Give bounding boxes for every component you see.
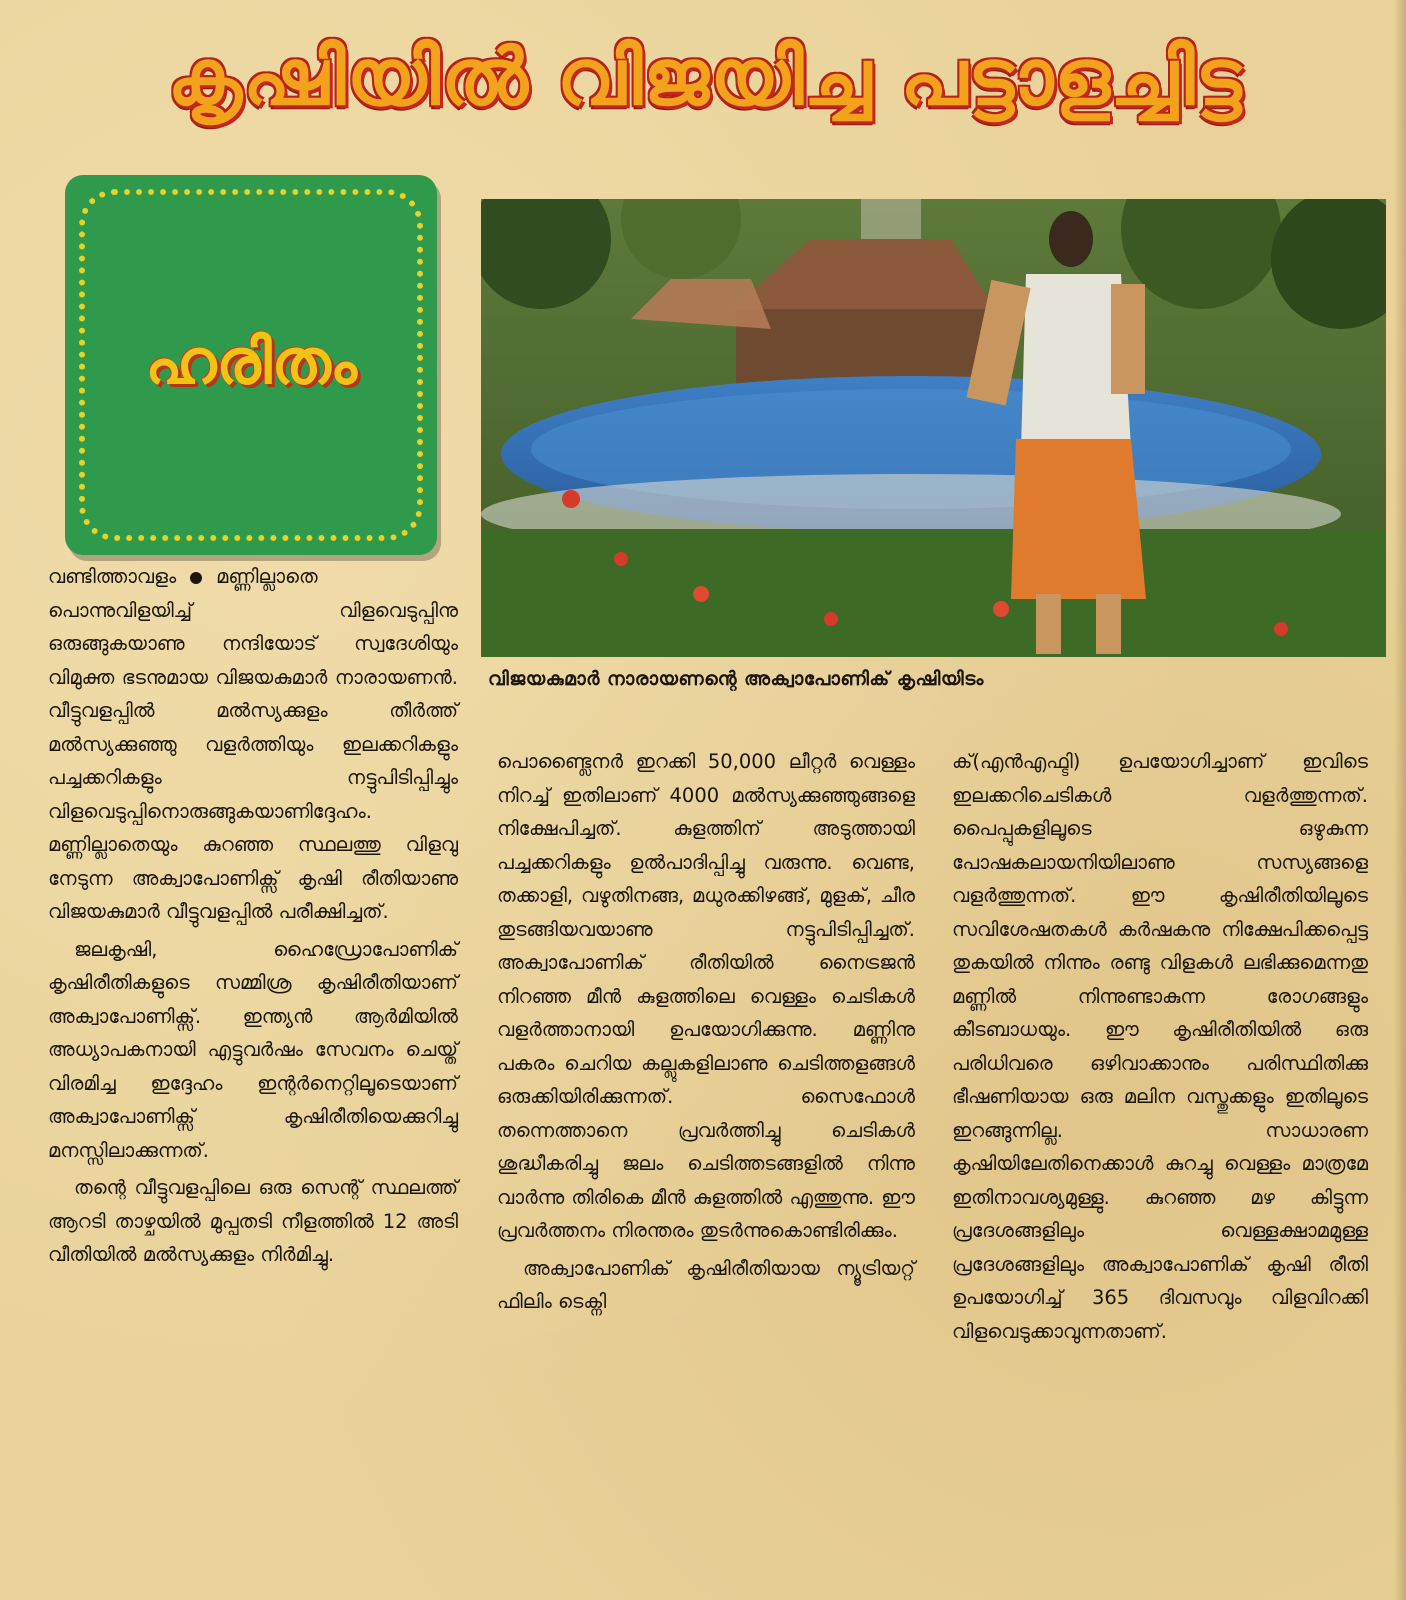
paragraph: അക്വാപോണിക് കൃഷിരീതിയായ ന്യൂട്രിയറ്റ് ഫിലിം ടെക്നി <box>497 1256 915 1313</box>
paragraph: ക്(എൻഎഫ്ടി) ഉപയോഗിച്ചാണ് ഇവിടെ ഇലക്കറിചെടികൾ വളർത്തുന്നത്. പൈപ്പുകളിലൂടെ ഒഴുകുന്ന പോഷകലായനിയിലാണു സസ്യങ്ങളെ വളർത്തുന്നത്. ഈ കൃഷിരീതിയിലൂടെ സവിശേഷതകൾ കർഷകനു നിക്ഷേപിക്കപ്പെട്ട തുകയിൽ നിന്നും രണ്ടു വിളകൾ ലഭിക്കുമെന്നതു മണ്ണിൽ നിന്നുണ്ടാകുന്ന രോഗങ്ങളും കീടബാധയും. ഈ കൃഷിരീതിയിൽ ഒരു പരിധിവരെ ഒഴിവാക്കാനും പരിസ്ഥിതിക്കു ഭീഷണിയായ ഒരു മലിന വസ്തുക്കളും ഇതിലൂടെ ഇറങ്ങുന്നില്ല. സാധാരണ കൃഷിയിലേതിനെക്കാൾ കുറച്ചു വെള്ളം മാത്രമേ ഇതിനാവശ്യമുള്ളു. കുറഞ്ഞ മഴ കിട്ടുന്ന പ്രദേശങ്ങളിലും വെള്ളക്ഷാമമുള്ള പ്രദേശങ്ങളിലും അക്വാപോണിക് കൃഷി രീതി ഉപയോഗിച്ച് 365 ദിവസവും വിളവിറക്കി വിളവെടുക്കാവുന്നതാണ്. <box>952 750 1368 1343</box>
farm-photo <box>481 199 1386 657</box>
headline: കൃഷിയിൽ വിജയിച്ച പട്ടാളച്ചിട്ട <box>167 33 1243 123</box>
farm-photo-illustration <box>481 199 1386 657</box>
section-logo-box <box>65 175 437 555</box>
photo-caption: വിജയകുമാർ നാരായണന്റെ അക്വാപോണിക് കൃഷിയിടം <box>488 668 984 690</box>
bullet-dot-icon <box>190 572 202 584</box>
paper-edge-shadow <box>1394 0 1406 1600</box>
article-column-2 <box>497 745 915 1323</box>
article-column-1 <box>48 560 458 1276</box>
paragraph: മണ്ണില്ലാതെ പൊന്നുവിളയിച്ച് വിളവെടുപ്പിനു ഒരുങ്ങുകയാണു നന്ദിയോട് സ്വദേശിയും വിമുക്ത ഭടനുമായ വിജയകുമാർ നാരായണൻ. വീട്ടുവളപ്പിൽ മൽസ്യക്കുളം തീർത്ത് മൽസ്യക്കുഞ്ഞു വളർത്തിയും ഇലക്കറികളും പച്ചക്കറികളും നട്ടുപിടിപ്പിച്ചും വിളവെടുപ്പിനൊരുങ്ങുകയാണിദ്ദേഹം. മണ്ണില്ലാതെയും കുറഞ്ഞ സ്ഥലത്തു വിളവു നേടുന്ന അക്വാപോണിക്സ് കൃഷി രീതിയാണു വിജയകുമാർ വീട്ടുവളപ്പിൽ പരീക്ഷിച്ചത്. <box>48 565 458 923</box>
paragraph: ജലകൃഷി, ഹൈഡ്രോപോണിക് കൃഷിരീതികളുടെ സമ്മിശ്ര കൃഷിരീതിയാണ് അക്വാപോണിക്സ്. ഇന്ത്യൻ ആർമിയിൽ അധ്യാപകനായി എട്ടുവർഷം സേവനം ചെയ്ത് വിരമിച്ച ഇദ്ദേഹം ഇന്റർനെറ്റിലൂടെയാണ് അക്വാപോണിക്സ് കൃഷിരീതിയെക്കുറിച്ചു മനസ്സിലാക്കുന്നത്. <box>48 937 458 1162</box>
dateline: വണ്ടിത്താവളം <box>48 565 177 588</box>
section-logo-text: ഹരിതം <box>145 325 357 398</box>
article-column-3 <box>952 745 1368 1352</box>
paragraph: തന്റെ വീട്ടുവളപ്പിലെ ഒരു സെന്റ് സ്ഥലത്ത് ആറടി താഴ്ചയിൽ മുപ്പതടി നീളത്തിൽ 12 അടി വീതിയിൽ മൽസ്യക്കുളം നിർമിച്ചു. <box>48 1176 458 1266</box>
paragraph: പൊണ്ട്ലൈനർ ഇറക്കി 50,000 ലീറ്റർ വെള്ളം നിറച്ച് ഇതിലാണ് 4000 മൽസ്യക്കുഞ്ഞുങ്ങളെ നിക്ഷേപിച്ചത്. കുളത്തിന് അടുത്തായി പച്ചക്കറികളും ഉൽപാദിപ്പിച്ചു വരുന്നു. വെണ്ട, തക്കാളി, വഴുതിനങ്ങ, മധുരക്കിഴങ്ങ്, മുളക്, ചീര തുടങ്ങിയവയാണു നട്ടുപിടിപ്പിച്ചത്. അക്വാപോണിക് രീതിയിൽ നൈട്രജൻ നിറഞ്ഞ മീൻ കുളത്തിലെ വെള്ളം ചെടികൾ വളർത്താനായി ഉപയോഗിക്കുന്നു. മണ്ണിനു പകരം ചെറിയ കല്ലുകളിലാണു ചെടിത്തളങ്ങൾ ഒരുക്കിയിരിക്കുന്നത്. സൈഫോൾ തന്നെത്താനെ പ്രവർത്തിച്ചു ചെടികൾ ശുദ്ധീകരിച്ചു ജലം ചെടിത്തടങ്ങളിൽ നിന്നു വാർന്നു തിരികെ മീൻ കുളത്തിൽ എത്തുന്നു. ഈ പ്രവർത്തനം നിരന്തരം തുടർന്നുകൊണ്ടിരിക്കും. <box>497 750 915 1242</box>
